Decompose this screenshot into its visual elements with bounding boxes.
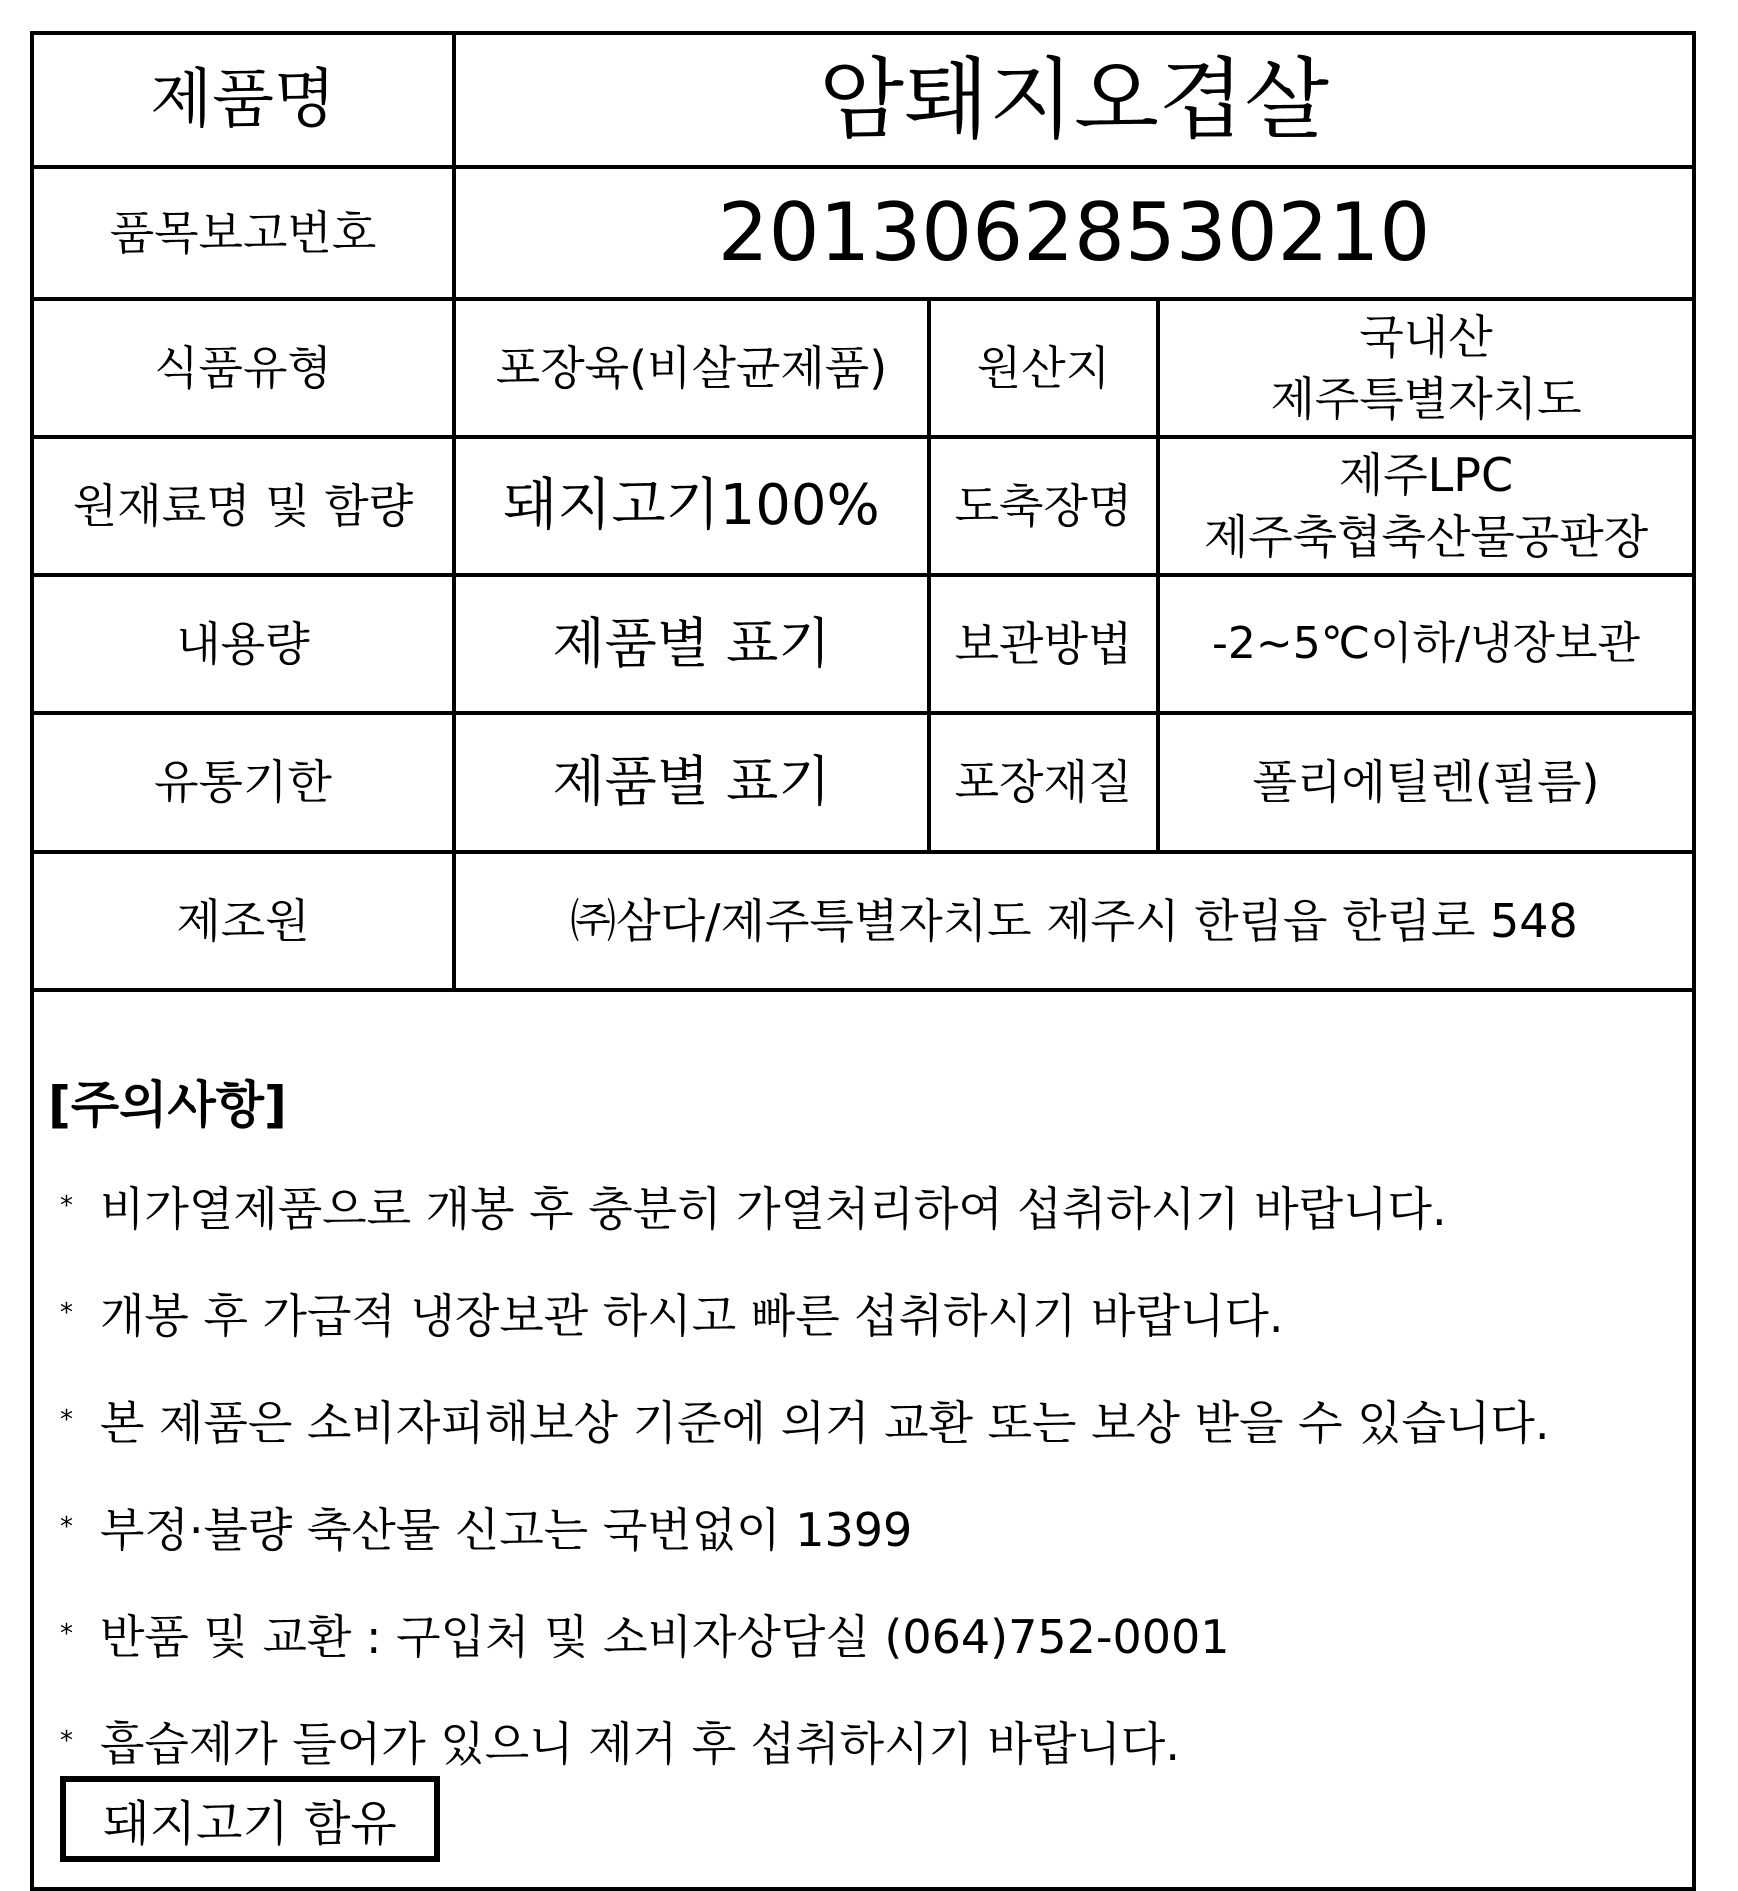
note-text: 반품 및 교환 : 구입처 및 소비자상담실 (064)752-0001 xyxy=(100,1610,1230,1664)
content-value: 제품별 표기 xyxy=(552,611,831,675)
bullet-icon: * xyxy=(60,1405,73,1435)
notes-heading: [주의사항] xyxy=(48,1076,287,1134)
ingredient-label: 원재료명 및 함량 xyxy=(72,478,414,533)
note-text: 흡습제가 들어가 있으니 제거 후 섭취하시기 바랍니다. xyxy=(100,1717,1180,1771)
slaughterhouse-label: 도축장명 xyxy=(954,478,1133,533)
slaughterhouse-line-2: 제주축협축산물공판장 xyxy=(1203,510,1649,564)
food-type-label: 식품유형 xyxy=(154,340,332,395)
origin-line-2: 제주특별자치도 xyxy=(1270,372,1582,426)
note-item xyxy=(60,1173,1447,1239)
note-item xyxy=(60,1601,1230,1667)
content-label: 내용량 xyxy=(176,616,310,671)
slaughterhouse-line-1: 제주LPC xyxy=(1338,447,1514,502)
note-text: 본 제품은 소비자피해보상 기준에 의거 교환 또는 보상 받을 수 있습니다. xyxy=(100,1396,1550,1450)
packaging-value: 폴리에틸렌(필름) xyxy=(1252,755,1600,810)
bullet-icon: * xyxy=(60,1512,73,1542)
slaughterhouse-value xyxy=(1160,439,1692,573)
origin-line-1: 국내산 xyxy=(1359,309,1493,364)
note-item xyxy=(60,1494,912,1560)
origin-value xyxy=(1160,301,1692,435)
note-item xyxy=(60,1387,1550,1453)
product-label xyxy=(30,31,1696,1891)
note-text: 개봉 후 가급적 냉장보관 하시고 빠른 섭취하시기 바랍니다. xyxy=(100,1289,1284,1343)
packaging-label: 포장재질 xyxy=(954,755,1133,810)
storage-value: -2~5℃이하/냉장보관 xyxy=(1212,618,1640,670)
row-divider xyxy=(34,988,1692,992)
food-type-value: 포장육(비살균제품) xyxy=(495,340,888,395)
bullet-icon: * xyxy=(60,1619,73,1649)
note-text: 부정·불량 축산물 신고는 국번없이 1399 xyxy=(100,1503,913,1557)
ingredient-value: 돼지고기100% xyxy=(503,473,880,539)
manufacturer-label: 제조원 xyxy=(176,893,310,948)
note-item xyxy=(60,1708,1180,1774)
product-name-label: 제품명 xyxy=(150,62,336,137)
report-number-value: 20130628530210 xyxy=(717,186,1431,279)
origin-label: 원산지 xyxy=(976,340,1111,395)
allergen-notice: 돼지고기 함유 xyxy=(60,1776,440,1862)
expiry-value: 제품별 표기 xyxy=(552,750,831,814)
note-text: 비가열제품으로 개봉 후 충분히 가열처리하여 섭취하시기 바랍니다. xyxy=(100,1182,1447,1236)
report-number-label: 품목보고번호 xyxy=(109,205,377,260)
bullet-icon: * xyxy=(60,1726,73,1756)
manufacturer-value: ㈜삼다/제주특별자치도 제주시 한림읍 한림로 548 xyxy=(570,893,1578,948)
note-item xyxy=(60,1280,1283,1346)
bullet-icon: * xyxy=(60,1298,73,1328)
storage-label: 보관방법 xyxy=(954,616,1133,671)
product-name-value: 암퇘지오겹살 xyxy=(818,47,1330,151)
bullet-icon: * xyxy=(60,1191,73,1221)
expiry-label: 유통기한 xyxy=(154,755,332,810)
